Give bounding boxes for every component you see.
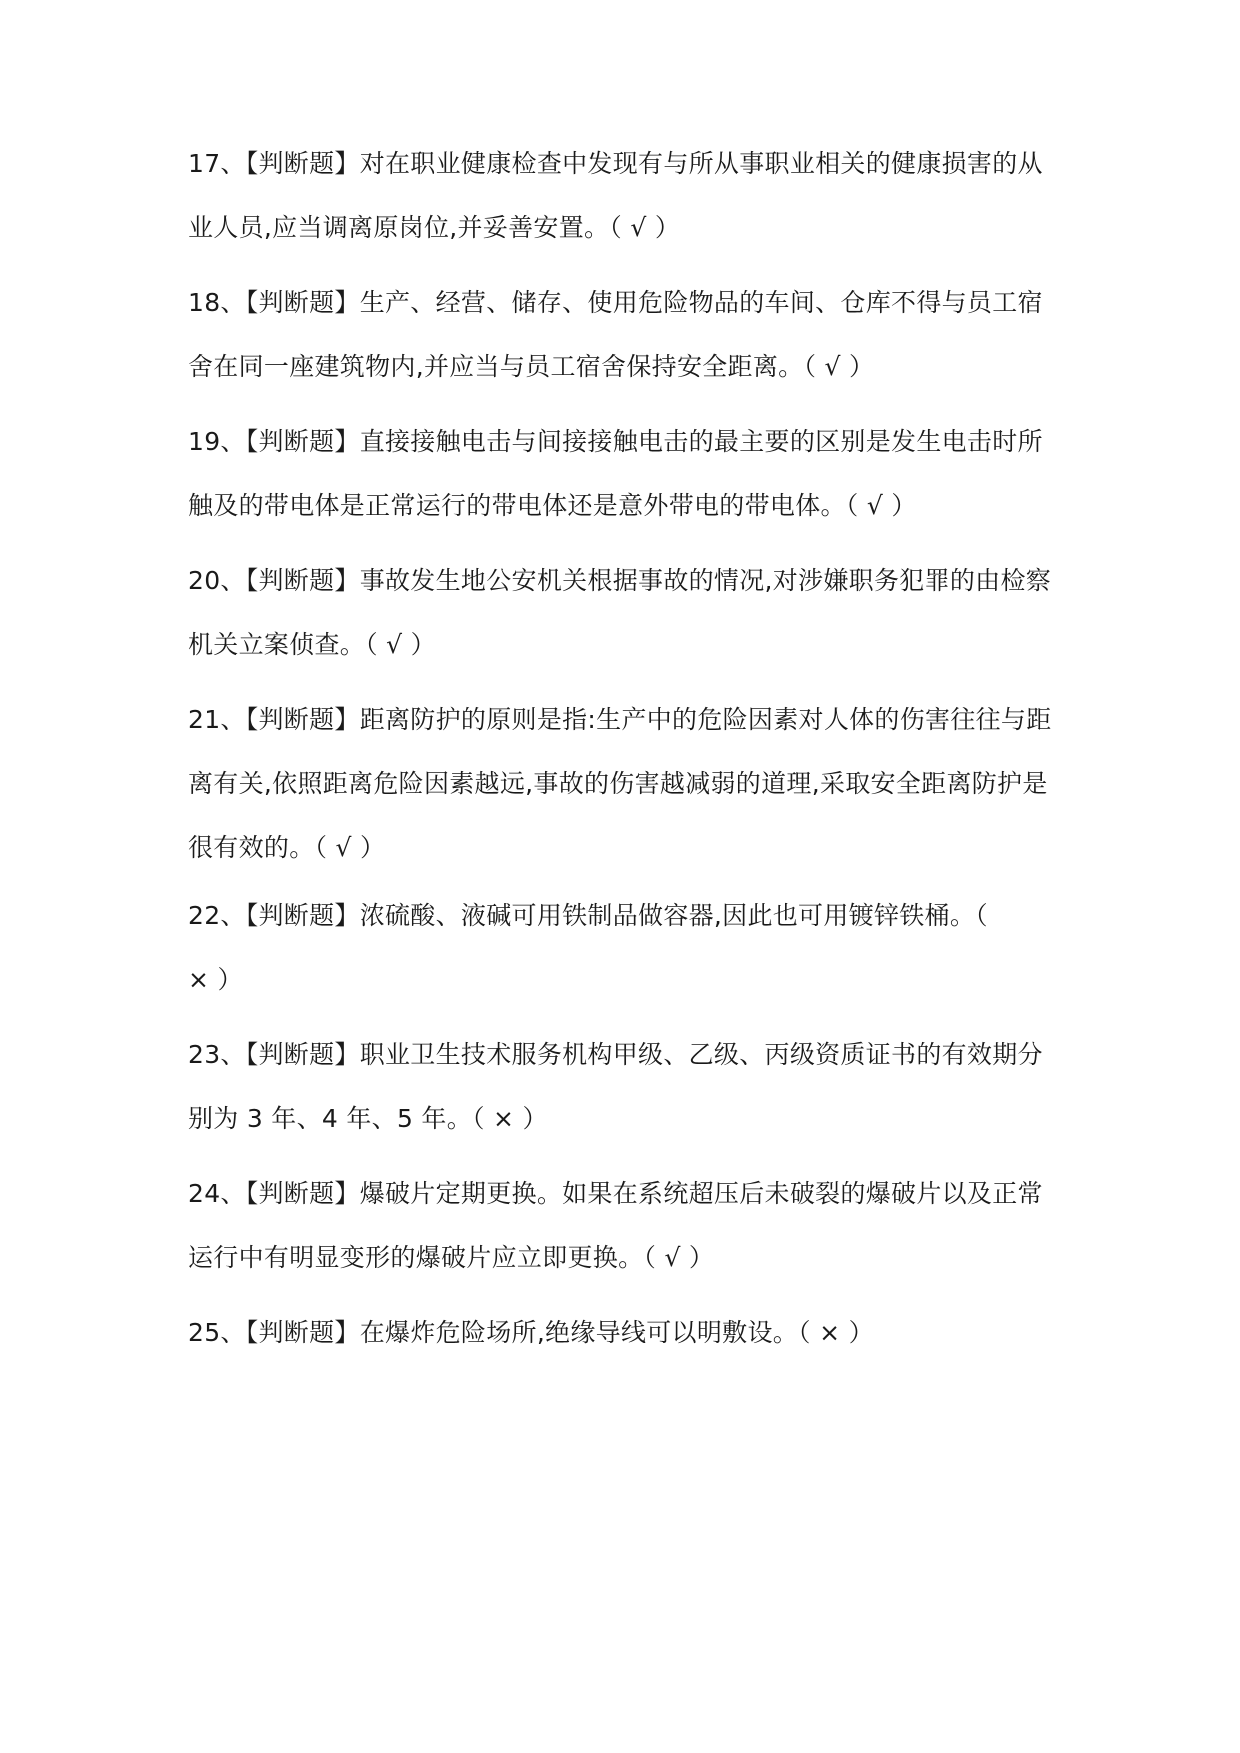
question-line: 22、【判断题】浓硫酸、液碱可用铁制品做容器,因此也可用镀锌铁桶。（ — [188, 901, 988, 930]
question-line: 别为 3 年、4 年、5 年。（ × ） — [188, 1104, 548, 1133]
question-line: 19、【判断题】直接接触电击与间接接触电击的最主要的区别是发生电击时所 — [188, 427, 1043, 456]
question-24 — [188, 1162, 1068, 1290]
question-17 — [188, 132, 1068, 260]
question-line: 21、【判断题】距离防护的原则是指:生产中的危险因素对人体的伤害往往与距 — [188, 705, 1052, 734]
question-line: 18、【判断题】生产、经营、储存、使用危险物品的车间、仓库不得与员工宿 — [188, 288, 1043, 317]
question-line: 17、【判断题】对在职业健康检查中发现有与所从事职业相关的健康损害的从 — [188, 149, 1043, 178]
question-18 — [188, 271, 1068, 399]
question-line: 机关立案侦查。（ √ ） — [188, 630, 436, 659]
question-line: 很有效的。（ √ ） — [188, 833, 386, 862]
question-19 — [188, 410, 1068, 538]
question-line: 触及的带电体是正常运行的带电体还是意外带电的带电体。（ √ ） — [188, 491, 917, 520]
question-line: 舍在同一座建筑物内,并应当与员工宿舍保持安全距离。（ √ ） — [188, 352, 875, 381]
question-22 — [188, 884, 1068, 1012]
question-line: 业人员,应当调离原岗位,并妥善安置。（ √ ） — [188, 213, 681, 242]
question-line: 运行中有明显变形的爆破片应立即更换。（ √ ） — [188, 1243, 715, 1272]
question-line: 离有关,依照距离危险因素越远,事故的伤害越减弱的道理,采取安全距离防护是 — [188, 769, 1048, 798]
question-21 — [188, 688, 1068, 880]
question-25 — [188, 1301, 1068, 1365]
question-line: 25、【判断题】在爆炸危险场所,绝缘导线可以明敷设。（ × ） — [188, 1318, 874, 1347]
question-line: 23、【判断题】职业卫生技术服务机构甲级、乙级、丙级资质证书的有效期分 — [188, 1040, 1043, 1069]
question-23 — [188, 1023, 1068, 1151]
question-line: 20、【判断题】事故发生地公安机关根据事故的情况,对涉嫌职务犯罪的由检察 — [188, 566, 1052, 595]
question-line: 24、【判断题】爆破片定期更换。如果在系统超压后未破裂的爆破片以及正常 — [188, 1179, 1043, 1208]
question-line: × ） — [188, 965, 243, 994]
question-20 — [188, 549, 1068, 677]
